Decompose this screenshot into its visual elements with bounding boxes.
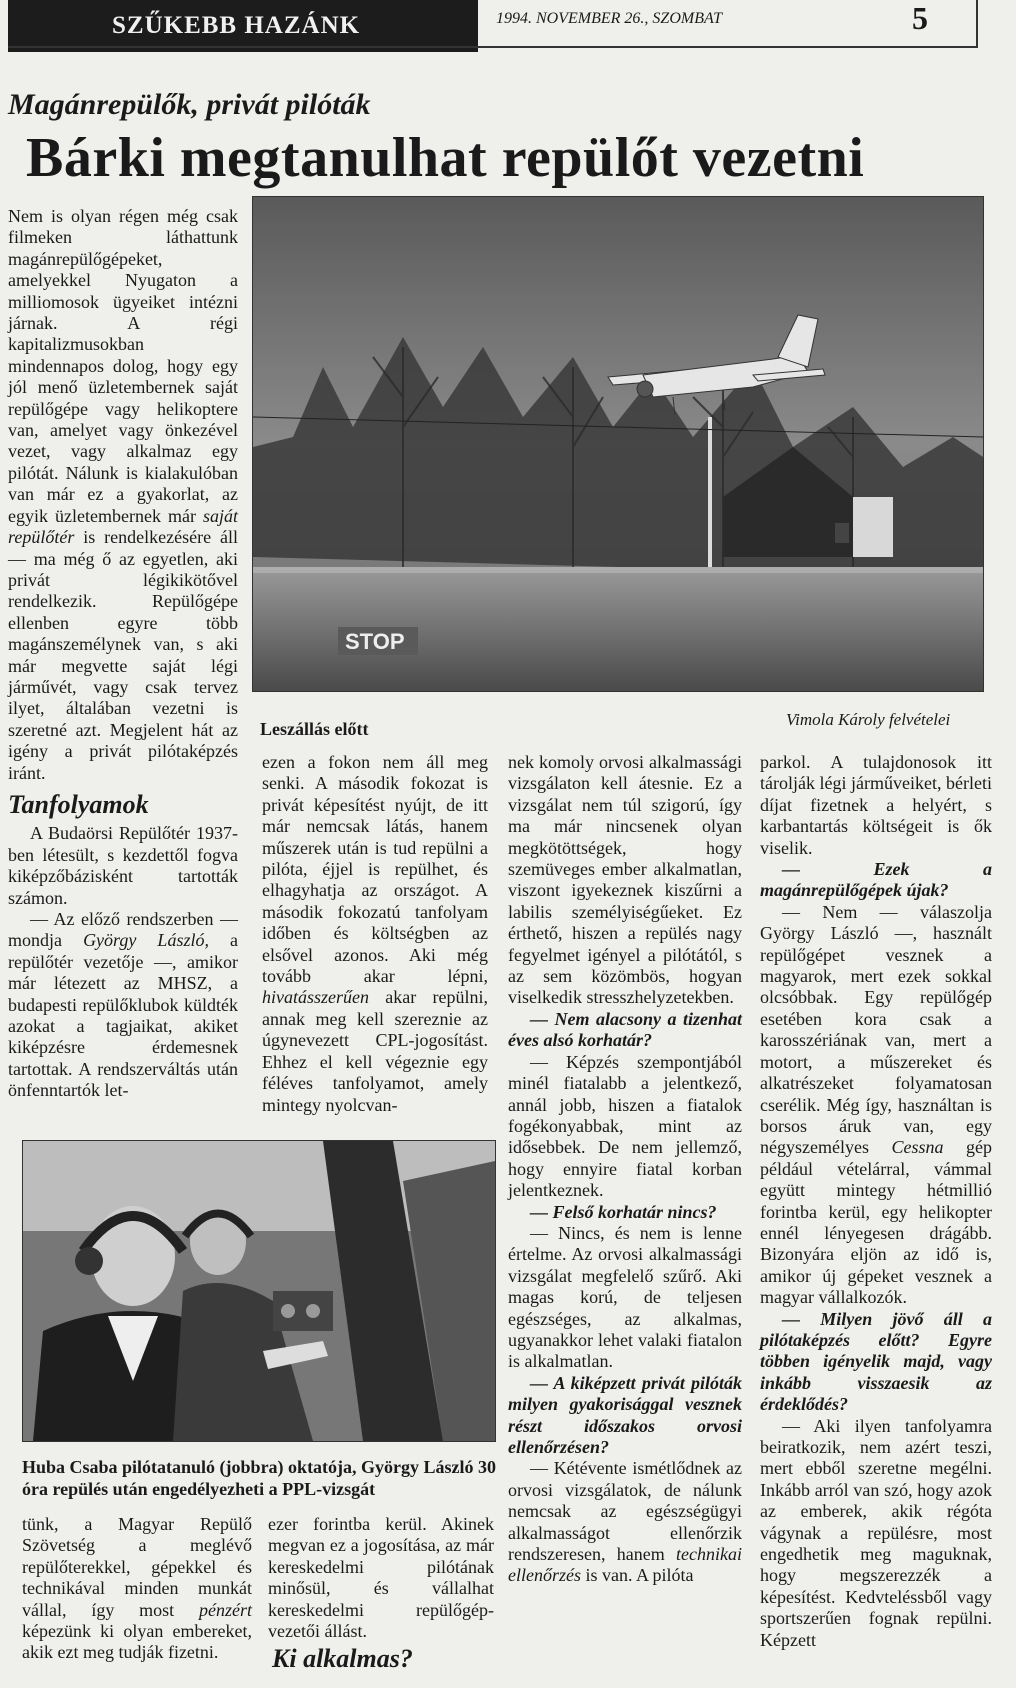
interview-question: — Nem alacsony a tizenhat éves alsó korhatár? (508, 1008, 742, 1051)
masthead-vertical-rule (976, 0, 978, 48)
interview-question: — Milyen jövő áll a pilótaképzés előtt? Egyre többen igényelik majd, vagy inkább visszaesik az érdeklődés? (760, 1308, 992, 1415)
lower-column-2 (268, 1514, 494, 1642)
paragraph: — Képzés szempontjából minél fiatalabb a jelentkező, annál jobb, hiszen a fiatalok fogékonyabbak, mint az idősebbek. De nem jellemző, hogy ennyire fiatal korban jelentkeznek. (508, 1051, 742, 1201)
stop-sign-text: STOP (345, 629, 405, 654)
paragraph: nek komoly orvosi alkalmassági vizsgálaton kell átesnie. Ez a vizsgálat nem túl szigorú, így ma már nincsenek olyan megkötöttségek, hogy szemüveges ember alkalmatlan, viszont igyekeznek kiszűrni a labilis személyiségűeket. Ez érthető, hiszen a repülés nagy fegyelmet igényel a pilótától, s az sem közömbös, hogyan viselkedik stresszhelyzetekben. (508, 752, 742, 1008)
page-number: 5 (912, 0, 928, 36)
intro-paragraph: Nem is olyan régen még csak filmeken láthattunk magánrepülőgépeket, amelyekkel Nyugaton a milliomosok ügyeiket intézni járnak. A régi kapitalizmusokban mindennapos dolog, hogy egy jól menő üzletembernek saját repülőgépe vagy helikoptere van, amelyet vagy önkezével vezet, vagy alkalmaz egy pilótát. Nálunk is kialakulóban van már ez a gyakorlat, az egyik üzletembernek már saját repülőtér is rendelkezésére áll — ma még ő az egyetlen, aki privát légikikötővel rendelkezik. Repülőgépe ellenben egyre több magánszemélynek van, s aki már megvette saját légi járművét, vagy csak tervez ilyet, általában vezetni is szeretné azt. Megjelent hát az igény a privát pilótaképzés iránt. (8, 206, 239, 783)
masthead-rule (8, 46, 978, 48)
column-4 (760, 752, 992, 1651)
interview-question: — Felső korhatár nincs? (530, 1201, 717, 1222)
landing-photo (252, 196, 984, 692)
paragraph: — Nincs, és nem is lenne értelme. Az orvosi alkalmassági vizsgálat megfelelő szűrő. Aki magas korú, de teljesen egészséges, az alkalmas, ugyanakkor lehet valaki fiatalon is alkalmatlan. (508, 1222, 742, 1372)
column-2 (262, 752, 488, 1116)
paragraph: parkol. A tulajdonosok itt tárolják légi járműveiket, bérleti díjat fizetnek a helyért, s karbantartás költségeit is ők viselik. (760, 752, 992, 858)
cockpit-photo-caption: Huba Csaba pilótatanuló (jobbra) oktatója, György László 30 óra repülés után engedélyezheti a PPL-vizsgát (22, 1457, 497, 1499)
paragraph: — Kétévente ismétlődnek az orvosi vizsgálatok, de nálunk nemcsak az egészségügyi alkalmasságot ellenőrzik rendszeresen, hanem technikai ellenőrzés is van. A pilóta (508, 1458, 742, 1586)
paragraph: — Aki ilyen tanfolyamra beiratkozik, nem azért teszi, mert ebből szeretne megélni. Inkább arról van szó, hogy azok az emberek, akik régóta vágynak a repülésre, most engedhetik meg maguknak, hogy megszerezzék a képesítést. Kedvteléssből vagy sportszerűen fognak repülni. Képzett (760, 1415, 992, 1650)
column-1 (8, 206, 238, 1102)
issue-date: 1994. NOVEMBER 26., SZOMBAT (496, 10, 723, 27)
interview-question: — A kiképzett privát pilóták milyen gyakorisággal vesznek részt időszakos orvosi ellenőrzésen? (508, 1372, 742, 1457)
article-kicker: Magánrepülők, privát pilóták (8, 88, 371, 121)
paragraph: tünk, a Magyar Repülő Szövetség a meglévő repülőterekkel, gépekkel és technikával minden munkát vállal, így most pénzért képezünk ki olyan embereket, akik ezt meg tudják fizetni. (22, 1514, 252, 1663)
column-3 (508, 752, 742, 1587)
lower-column-1 (22, 1514, 252, 1664)
subhead-tanfolyamok: Tanfolyamok (8, 789, 149, 819)
cockpit-photo (22, 1140, 496, 1442)
section-title: SZŰKEBB HAZÁNK (8, 0, 478, 52)
paragraph: — Nem — válaszolja György László —, használt repülőgépet vesznek a magyarok, mert ezek sokkal olcsóbbak. Egy repülőgép esetében kora csak a karosszériának van, mert a motort, a műszereket és alkatrészeket folyamatosan cserélik. Még így, használtan is borsos áruk van, egy négyszemélyes Cessna gép például vételárral, vámmal együtt mintegy hétmillió forintba kerül, egy helikopter ennél lényegesen drágább. Bizonyára eljön az idő is, amikor új gépeket vesznek a magyar vállalkozók. (760, 901, 993, 1308)
paragraph: — Az előző rendszerben — mondja György László, a repülőtér vezetője —, amikor már létezett az MHSZ, a budapesti repülőklubok küldték azokat a tagjaikat, akiket kiképzésre érdemesnek tartottak. A rendszerváltás után önfenntartók let- (8, 909, 239, 1101)
subhead-ki-alkalmas: Ki alkalmas? (272, 1644, 413, 1673)
article-headline: Bárki megtanulhat repülőt vezetni (26, 127, 865, 189)
paragraph: ezer forintba kerül. Akinek megvan ez a jogosítása, az már kereskedelmi pilótának minősül, és vállalhat kereskedelmi repülőgép-vezetői állást. (268, 1514, 494, 1642)
masthead (0, 0, 1016, 54)
paragraph: A Budaörsi Repülőtér 1937-ben létesült, s kezdettől fogva kiképzőbázisként tartották számon. (8, 823, 238, 908)
paragraph: ezen a fokon nem áll meg senki. A második fokozat is privát képesítést nyújt, de itt már nemcsak látás, hanem műszerek után is tud repülni a pilóta, éjjel is repülhet, és elhagyhatja az országot. A második fokozatú tanfolyam időben és költségben az elsővel azonos. Aki még tovább akar lépni, hivatásszerűen akar repülni, annak meg kell szereznie az úgynevezett CPL-jogosítást. Ehhez el kell végeznie egy féléves tanfolyamot, amely mintegy nyolcvan- (262, 752, 488, 1115)
photo-credit: Vimola Károly felvételei (786, 710, 951, 729)
landing-photo-caption: Leszállás előtt (260, 719, 369, 739)
interview-question: — Ezek a magánrepülőgépek újak? (760, 859, 992, 901)
